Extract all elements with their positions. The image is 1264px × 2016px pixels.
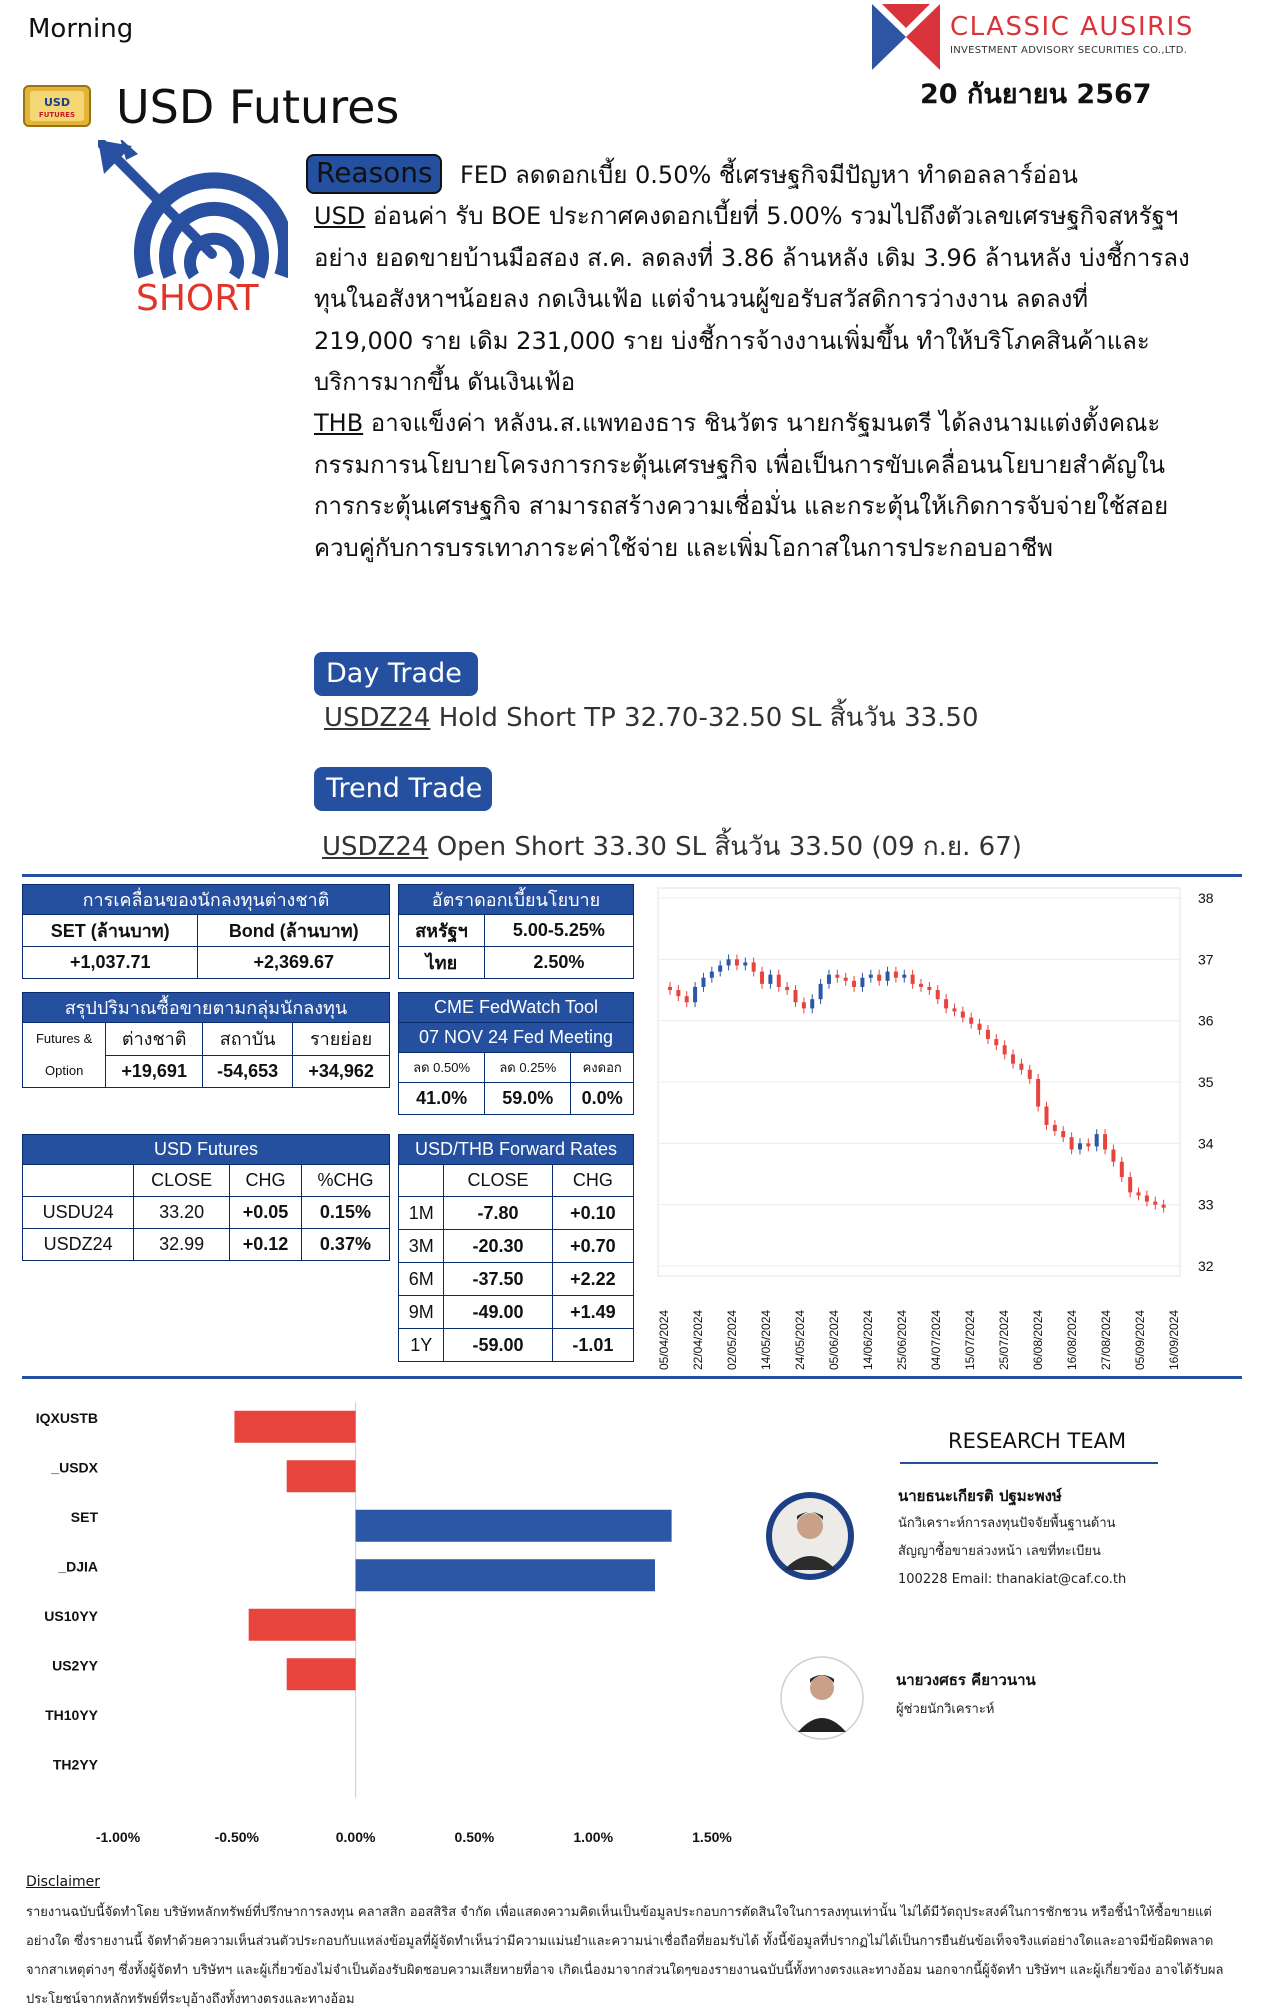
svg-text:USD: USD <box>44 96 70 109</box>
trend-trade-text: Open Short 33.30 SL สิ้นวัน 33.50 (09 ก.ย. 67) <box>428 832 1022 862</box>
brand-name: CLASSIC AUSIRIS <box>950 12 1194 42</box>
pct: 0.37% <box>301 1229 389 1261</box>
bar <box>234 1411 355 1443</box>
brand-logo-icon <box>872 4 940 70</box>
chg: +0.70 <box>552 1230 633 1263</box>
candle-body <box>911 975 915 984</box>
forward-rates-table <box>398 1134 634 1362</box>
day-trade-symbol: USDZ24 <box>324 703 431 733</box>
x-tick-label: 0.50% <box>454 1829 495 1845</box>
category-label: US2YY <box>52 1657 98 1674</box>
policy-rate-title: อัตราดอกเบี้ยนโยบาย <box>399 885 634 915</box>
target-arrow-icon <box>98 140 288 280</box>
close: -49.00 <box>444 1296 552 1329</box>
close: -37.50 <box>444 1263 552 1296</box>
category-label: TH2YY <box>52 1756 98 1773</box>
candle-body <box>760 972 764 984</box>
fedwatch-title: CME FedWatch Tool <box>399 993 634 1023</box>
x-tick-label: 24/05/2024 <box>793 1309 807 1370</box>
y-tick-label: 35 <box>1198 1074 1214 1090</box>
candle-body <box>1061 1131 1065 1137</box>
reason-fed: FED ลดดอกเบี้ย 0.50% ชี้เศรษฐกิจมีปัญหา ทำดอลลาร์อ่อน <box>460 161 1078 189</box>
candle-body <box>835 975 839 978</box>
x-tick-label: 05/06/2024 <box>827 1309 841 1370</box>
svg-text:FUTURES: FUTURES <box>38 111 76 119</box>
candle-body <box>827 975 831 984</box>
assistant-title: ผู้ช่วยนักวิเคราะห์ <box>896 1702 995 1717</box>
candle-body <box>869 975 873 978</box>
foreign-flow-table <box>22 884 390 979</box>
foreign-flow-title: การเคลื่อนของนักลงทุนต่างชาติ <box>23 885 390 915</box>
candle-body <box>1036 1079 1040 1107</box>
candle-body <box>852 981 856 987</box>
usdthb-candlestick-chart <box>650 880 1240 1380</box>
candle-body <box>1011 1054 1015 1063</box>
x-tick-label: 22/04/2024 <box>691 1309 705 1370</box>
candle-body <box>927 987 931 990</box>
candle-body <box>701 978 705 987</box>
analyst-avatar-icon <box>764 1490 856 1582</box>
candle-body <box>727 959 731 965</box>
period-label: Morning <box>28 14 134 44</box>
section-divider <box>22 1376 1242 1379</box>
bar <box>287 1658 356 1690</box>
x-tick-label: 14/05/2024 <box>759 1309 773 1370</box>
candle-body <box>1128 1177 1132 1192</box>
usd-futures-h0 <box>23 1165 134 1197</box>
fedwatch-h3: คงดอก <box>571 1053 634 1083</box>
x-tick-label: -1.00% <box>95 1829 141 1845</box>
x-tick-label: -0.50% <box>214 1829 259 1845</box>
reason-thb <box>314 403 1194 569</box>
candle-body <box>1078 1143 1082 1149</box>
report-date: 20 กันยายน 2567 <box>920 79 1152 110</box>
foreign-flow-h1: SET (ล้านบาท) <box>23 915 198 947</box>
category-label: IQXUSTB <box>35 1409 98 1426</box>
x-tick-label: 14/06/2024 <box>861 1309 875 1370</box>
tenor: 1M <box>399 1197 444 1230</box>
row-label-1: Futures & <box>35 1031 93 1046</box>
foreign-flow-v1: +1,037.71 <box>23 947 198 979</box>
fedwatch-v2: 59.0% <box>485 1083 571 1115</box>
y-tick-label: 38 <box>1198 890 1214 906</box>
candle-body <box>952 1008 956 1011</box>
table-row <box>399 1263 634 1296</box>
market-change-bar-chart <box>22 1390 742 1850</box>
investor-summary-table <box>22 992 390 1088</box>
candle-body <box>1053 1125 1057 1131</box>
candle-body <box>919 984 923 987</box>
x-tick-label: 05/09/2024 <box>1133 1309 1147 1370</box>
fedwatch-v3: 0.0% <box>571 1083 634 1115</box>
row-label-2: Option <box>45 1063 84 1078</box>
x-tick-label: 16/09/2024 <box>1167 1309 1181 1370</box>
investor-summary-title: สรุปปริมาณซื้อขายตามกลุ่มนักลงทุน <box>23 993 390 1023</box>
reason-usd <box>314 196 1194 404</box>
candle-body <box>994 1039 998 1045</box>
table-row <box>23 1229 390 1261</box>
candle-body <box>1137 1192 1141 1195</box>
x-tick-label: 25/07/2024 <box>997 1309 1011 1370</box>
category-label: _USDX <box>51 1459 98 1476</box>
foreign-flow-v2: +2,369.67 <box>198 947 390 979</box>
investor-v3: +34,962 <box>293 1055 390 1088</box>
candle-body <box>969 1018 973 1024</box>
day-trade-badge: Day Trade <box>314 652 478 696</box>
pct: 0.15% <box>301 1197 389 1229</box>
policy-rate-value: 5.00-5.25% <box>484 915 633 947</box>
chg: +1.49 <box>552 1296 633 1329</box>
x-tick-label: 02/05/2024 <box>725 1309 739 1370</box>
y-tick-label: 34 <box>1198 1135 1214 1152</box>
brand-subtitle: INVESTMENT ADVISORY SECURITIES CO.,LTD. <box>950 45 1188 56</box>
chg: +0.12 <box>230 1229 302 1261</box>
candle-body <box>860 978 864 987</box>
usd-futures-title: USD Futures <box>23 1135 390 1165</box>
close: -7.80 <box>444 1197 552 1230</box>
bar <box>356 1559 655 1591</box>
candle-body <box>819 984 823 999</box>
tenor: 1Y <box>399 1329 444 1362</box>
policy-rate-table <box>398 884 634 979</box>
sym: USDU24 <box>23 1197 134 1229</box>
reason-usd-head: USD <box>314 202 366 230</box>
fedwatch-subtitle: 07 NOV 24 Fed Meeting <box>399 1023 634 1053</box>
y-tick-label: 36 <box>1198 1012 1214 1029</box>
close: 32.99 <box>134 1229 230 1261</box>
usd-futures-h2: CHG <box>230 1165 302 1197</box>
candle-body <box>1111 1149 1115 1161</box>
x-tick-label: 27/08/2024 <box>1099 1309 1113 1370</box>
candle-body <box>1162 1205 1166 1208</box>
usd-futures-h1: CLOSE <box>134 1165 230 1197</box>
candle-body <box>894 972 898 978</box>
candle-body <box>986 1030 990 1039</box>
candle-body <box>886 972 890 981</box>
candle-body <box>902 975 906 978</box>
tenor: 3M <box>399 1230 444 1263</box>
table-row <box>399 1329 634 1362</box>
table-row <box>23 1197 390 1229</box>
candle-body <box>944 999 948 1008</box>
candle-body <box>693 987 697 1002</box>
candle-body <box>1145 1195 1149 1201</box>
candle-body <box>810 999 814 1008</box>
candle-body <box>936 990 940 999</box>
disclaimer-title: Disclaimer <box>26 1874 101 1890</box>
table-row <box>399 1296 634 1329</box>
fedwatch-table <box>398 992 634 1115</box>
category-label: _DJIA <box>58 1558 98 1575</box>
candle-body <box>844 978 848 981</box>
usd-futures-h3: %CHG <box>301 1165 389 1197</box>
candle-body <box>794 990 798 1002</box>
fedwatch-h1: ลด 0.50% <box>399 1053 485 1083</box>
close: -59.00 <box>444 1329 552 1362</box>
candle-body <box>961 1011 965 1017</box>
x-tick-label: 1.00% <box>573 1829 614 1845</box>
x-tick-label: 25/06/2024 <box>895 1309 909 1370</box>
candle-body <box>785 987 789 990</box>
policy-rate-country: สหรัฐฯ <box>399 915 485 947</box>
candle-body <box>752 962 756 971</box>
candle-body <box>1086 1143 1090 1146</box>
page-title: USD Futures <box>116 80 400 134</box>
candle-body <box>768 975 772 984</box>
reasons-label: Reasons <box>316 156 433 189</box>
close: -20.30 <box>444 1230 552 1263</box>
day-trade-text: Hold Short TP 32.70-32.50 SL สิ้นวัน 33.50 <box>430 703 979 733</box>
analyst-1-line1: นักวิเคราะห์การลงทุนปัจจัยพื้นฐานด้าน <box>898 1516 1116 1531</box>
analyst-1-line2: สัญญาซื้อขายล่วงหน้า เลขที่ทะเบียน <box>898 1544 1101 1559</box>
candle-body <box>1019 1064 1023 1070</box>
candle-body <box>685 996 689 1002</box>
forward-h2: CHG <box>552 1165 633 1197</box>
day-trade-line <box>324 697 979 738</box>
tenor: 9M <box>399 1296 444 1329</box>
sym: USDZ24 <box>23 1229 134 1261</box>
analyst-1-details <box>898 1510 1126 1594</box>
candle-body <box>777 975 781 987</box>
candle-body <box>1095 1134 1099 1146</box>
candle-body <box>1045 1107 1049 1125</box>
x-tick-label: 1.50% <box>692 1829 732 1845</box>
investor-h1: ต่างชาติ <box>106 1023 203 1056</box>
reason-thb-text: อาจแข็งค่า หลังน.ส.แพทองธาร ชินวัตร นายกรัฐมนตรี ได้ลงนามแต่งตั้งคณะกรรมการนโยบายโครงการกระตุ้นเศรษฐกิจ เพื่อเป็นการขับเคลื่อนนโยบายสำคัญในการกระตุ้นเศรษฐกิจ สามารถสร้างความเชื่อมั่น และกระตุ้นให้เกิดการจับจ่ายใช้สอย ควบคู่กับการบรรเทาภาระค่าใช้จ่าย และเพิ่มโอกาสในการประกอบอาชีพ <box>314 409 1169 562</box>
research-team-title: RESEARCH TEAM <box>948 1429 1127 1453</box>
signal-short-label: SHORT <box>136 278 259 319</box>
candle-body <box>1103 1134 1107 1149</box>
candle-body <box>978 1024 982 1030</box>
table-row <box>399 1197 634 1230</box>
candle-body <box>710 972 714 978</box>
forward-h1: CLOSE <box>444 1165 552 1197</box>
policy-rate-country: ไทย <box>399 947 485 979</box>
reason-usd-text: อ่อนค่า รับ BOE ประกาศคงดอกเบี้ยที่ 5.00% รวมไปถึงตัวเลขเศรษฐกิจสหรัฐฯ อย่าง ยอดขายบ้านมือสอง ส.ค. ลดลงที่ 3.86 ล้านหลัง เดิม 3.96 ล้านหลัง บ่งชี้การลงทุนในอสังหาฯน้อยลง กดเงินเฟ้อ แต่จำนวนผู้ขอรับสวัสดิการว่างงาน ลดลงที่ 219,000 ราย เดิม 231,000 ราย บ่งชี้การจ้างงานเพิ่มขึ้น ทำให้บริโภคสินค้าและบริการมากขึ้น ดันเงินเฟ้อ <box>314 202 1190 396</box>
foreign-flow-h2: Bond (ล้านบาท) <box>198 915 390 947</box>
y-tick-label: 37 <box>1198 951 1214 968</box>
investor-v1: +19,691 <box>106 1055 203 1088</box>
bar <box>287 1460 356 1492</box>
candle-body <box>718 965 722 971</box>
x-tick-label: 0.00% <box>335 1829 376 1845</box>
section-divider <box>22 874 1242 877</box>
x-tick-label: 15/07/2024 <box>963 1309 977 1370</box>
candle-body <box>1028 1070 1032 1079</box>
investor-v2: -54,653 <box>203 1055 293 1088</box>
trend-trade-badge: Trend Trade <box>314 767 492 811</box>
candle-body <box>735 959 739 965</box>
policy-rate-value: 2.50% <box>484 947 633 979</box>
assistant-avatar-icon <box>780 1656 864 1740</box>
fedwatch-h2: ลด 0.25% <box>485 1053 571 1083</box>
investor-h3: รายย่อย <box>293 1023 390 1056</box>
trend-trade-line <box>322 826 1022 867</box>
candle-body <box>877 975 881 981</box>
candle-body <box>1120 1162 1124 1177</box>
x-tick-label: 05/04/2024 <box>657 1309 671 1370</box>
usd-futures-logo-icon <box>22 84 92 128</box>
candle-body <box>676 990 680 996</box>
investor-summary-rowlabel <box>23 1023 106 1088</box>
research-team-underline <box>900 1462 1158 1464</box>
disclaimer-body: รายงานฉบับนี้จัดทำโดย บริษัทหลักทรัพย์ที่ปรึกษาการลงทุน คลาสสิก ออสสิริส จำกัด เพื่อแสดงความคิดเห็นเป็นข้อมูลประกอบการตัดสินใจในการลงทุนเท่านั้น ไม่ได้มีวัตถุประสงค์ในการชักชวน หรือชี้นำให้ซื้อขายแต่อย่างใด ซึ่งรายงานนี้ จัดทำด้วยความเห็นส่วนตัวประกอบกับแหล่งข้อมูลที่ผู้จัดทำเห็นว่ามีความแม่นยำและความน่าเชื่อถือที่ยอมรับได้ ทั้งนี้ข้อมูลที่ปรากฏไม่ได้เป็นการยืนยันข้อเท็จจริงแต่อย่างใดและอาจมีข้อผิดพลาดจากสาเหตุต่างๆ ซึ่งทั้งผู้จัดทำ บริษัทฯ และผู้เกี่ยวข้องไม่จำเป็นต้องรับผิดชอบความเสียหายที่อาจ เกิดเนื่องมาจากส่วนใดๆของรายงานฉบับนี้ทั้งทางตรงและทางอ้อม นอกจากนี้ผู้จัดทำ บริษัทฯ และผู้เกี่ยวข้อง อาจได้รับผลประโยชน์จากหลักทรัพย์ที่ระบุอ้างถึงทั้งทางตรงและทางอ้อม <box>26 1905 1224 2007</box>
y-tick-label: 33 <box>1198 1196 1214 1213</box>
category-label: US10YY <box>44 1607 98 1624</box>
category-label: SET <box>70 1508 98 1525</box>
tenor: 6M <box>399 1263 444 1296</box>
chg: +2.22 <box>552 1263 633 1296</box>
x-tick-label: 06/08/2024 <box>1031 1309 1045 1370</box>
trend-trade-symbol: USDZ24 <box>322 832 429 862</box>
bar <box>356 1510 672 1542</box>
forward-h0 <box>399 1165 444 1197</box>
candle-body <box>802 1002 806 1008</box>
chg: +0.05 <box>230 1197 302 1229</box>
assistant-name: นายวงศธร คียาวนาน <box>896 1671 1036 1689</box>
chg: +0.10 <box>552 1197 633 1230</box>
fedwatch-v1: 41.0% <box>399 1083 485 1115</box>
candle-body <box>743 962 747 965</box>
chg: -1.01 <box>552 1329 633 1362</box>
bar <box>249 1609 356 1641</box>
candle-body <box>1153 1202 1157 1205</box>
x-tick-label: 04/07/2024 <box>929 1309 943 1370</box>
forward-title: USD/THB Forward Rates <box>399 1135 634 1165</box>
x-tick-label: 16/08/2024 <box>1065 1309 1079 1370</box>
table-row <box>399 1230 634 1263</box>
candle-body <box>1003 1045 1007 1054</box>
investor-h2: สถาบัน <box>203 1023 293 1056</box>
y-tick-label: 32 <box>1198 1258 1214 1274</box>
analyst-1-line3: 100228 Email: thanakiat@caf.co.th <box>898 1572 1127 1587</box>
category-label: TH10YY <box>45 1706 98 1723</box>
usd-futures-table <box>22 1134 390 1261</box>
candle-body <box>1070 1137 1074 1149</box>
reason-thb-head: THB <box>314 409 364 437</box>
close: 33.20 <box>134 1197 230 1229</box>
analyst-1-name: นายธนะเกียรติ ปฐมะพงษ์ <box>898 1487 1062 1505</box>
candle-body <box>668 987 672 990</box>
